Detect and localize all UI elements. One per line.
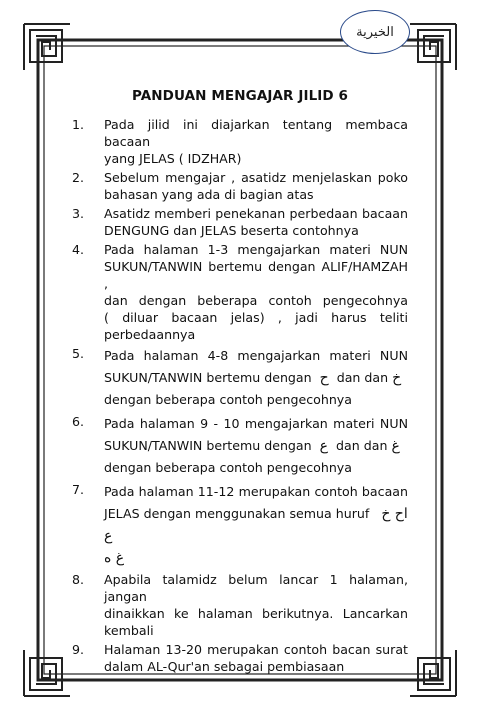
item-text-line: Apabila talamidz belum lancar 1 halaman, jangan [104,572,408,604]
item-text-line: perbedaannya [104,327,196,342]
arabic-letter: ح [319,370,329,386]
item-number: 9. [72,642,85,657]
item-text-line: Pada halaman 9 - 10 mengajarkan materi NUN [104,416,408,431]
list-item [72,413,408,479]
corner-ornament-bottom-left [24,650,70,696]
item-text: dan dan [336,438,388,453]
item-number: 2. [72,170,85,185]
item-text: SUKUN/TANWIN bertemu dengan [104,370,312,385]
item-text-line: Pada halaman 4-8 mengajarkan materi NUN [104,348,408,363]
corner-ornament-top-right [410,24,456,70]
list-item [72,116,408,167]
institution-logo [340,10,410,54]
list-item [72,169,408,203]
item-text-line: Asatidz memberi penekanan perbedaan bacaan [104,206,408,221]
arabic-letter: خ [392,370,402,386]
item-number: 3. [72,206,85,221]
list-item [72,241,408,343]
page-title: PANDUAN MENGAJAR JILID 6 [131,88,349,104]
item-text-line-with-arabic [104,503,408,547]
item-text-line: ( diluar bacaan jelas) , jadi harus teliti [104,310,408,325]
list-item [72,481,408,569]
corner-ornament-bottom-right [410,650,456,696]
corner-ornament-top-left [24,24,70,70]
instruction-list [72,116,408,677]
item-text: JELAS dengan menggunakan semua huruf [104,506,370,521]
item-text-line: Halaman 13-20 merupakan contoh bacan surat [104,642,408,657]
item-text-line: DENGUNG dan JELAS beserta contohnya [104,223,359,238]
item-text-line: Pada halaman 1-3 mengajarkan materi NUN [104,242,408,257]
arabic-letter: ع [319,438,329,454]
item-number: 5. [72,346,85,361]
item-text: dan dan [336,370,389,385]
item-text-line: yang JELAS ( IDZHAR) [104,151,242,166]
list-item [72,205,408,239]
item-text-line: SUKUN/TANWIN bertemu dengan ALIF/HAMZAH , [104,259,408,291]
item-text-line-with-arabic [104,435,408,457]
item-text-line: dan dengan beberapa contoh pengecohnya [104,293,408,308]
item-text-line: bahasan yang ada di bagian atas [104,187,314,202]
item-text-line-with-arabic [104,367,408,389]
item-number: 4. [72,242,85,257]
item-text-line: Pada halaman 11-12 merupakan contoh bacaan [104,484,408,499]
item-number: 8. [72,572,85,587]
item-text: SUKUN/TANWIN bertemu dengan [104,438,312,453]
list-item [72,571,408,639]
item-number: 1. [72,117,85,132]
item-text-line: dinaikkan ke halaman berikutnya. Lancarkan [104,606,408,621]
item-number: 6. [72,414,85,429]
arabic-letters: غ ه [104,550,125,566]
item-text-line: Sebelum mengajar , asatidz menjelaskan poko [104,170,408,185]
item-number: 7. [72,482,85,497]
logo-text: الخيرية [356,24,394,40]
list-item [72,641,408,675]
list-item [72,345,408,411]
arabic-letter: غ [391,438,400,454]
item-text-line: dengan beberapa contoh pengecohnya [104,460,352,475]
item-text-line: dengan beberapa contoh pengecohnya [104,392,352,407]
item-text-line: Pada jilid ini diajarkan tentang membaca bacaan [104,117,408,149]
item-text-line: dalam AL-Qur'an sebagai pembiasaan [104,659,345,674]
item-text-line: kembali [104,623,154,638]
item-text-line-with-arabic [104,547,408,569]
arabic-letters: اح خ ع [104,506,408,544]
